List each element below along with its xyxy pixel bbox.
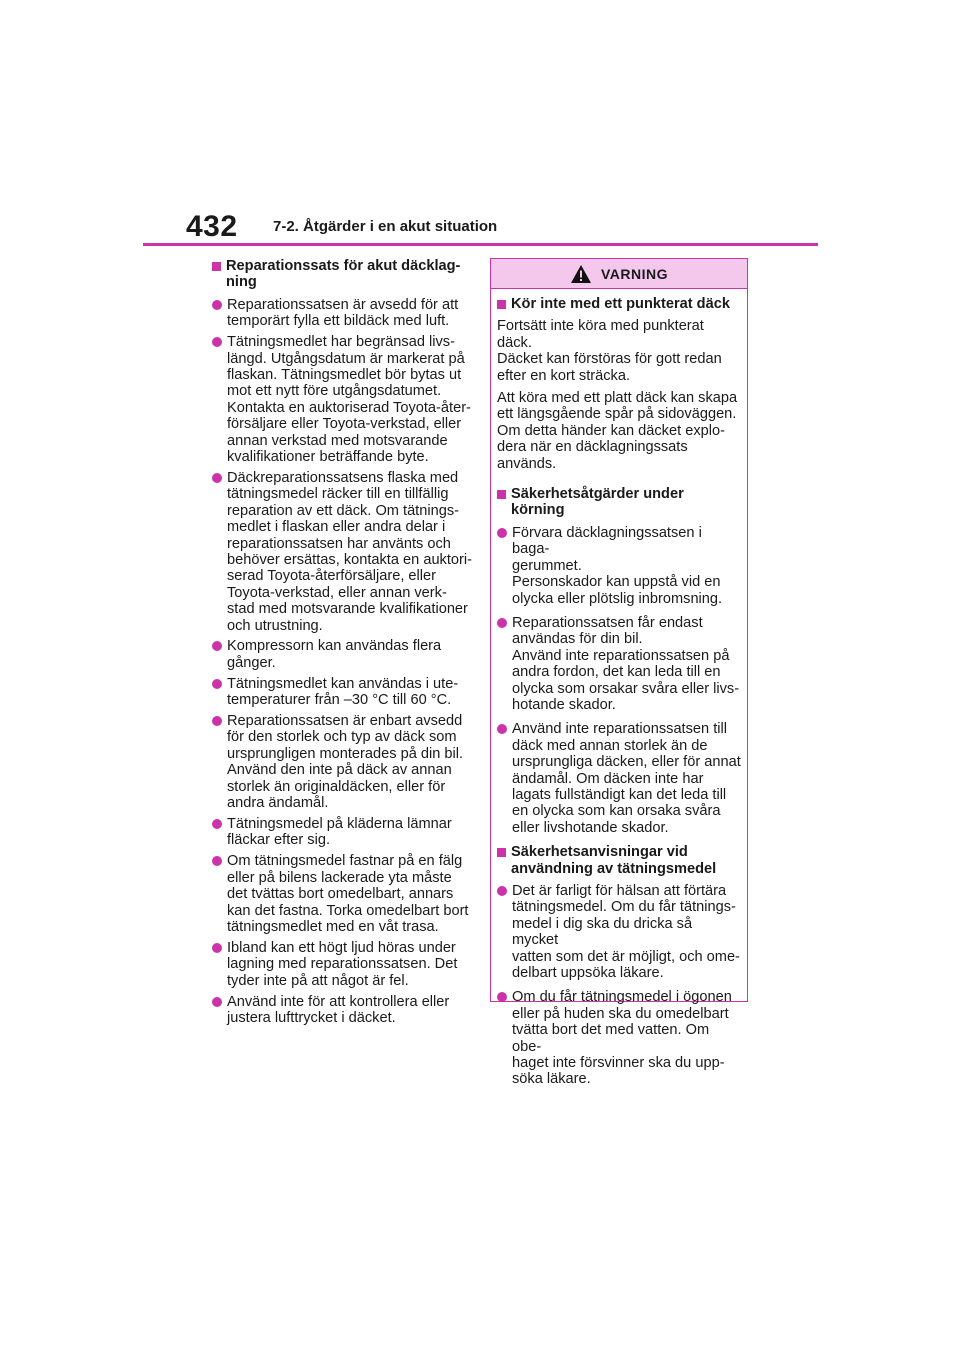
round-bullet-icon: [212, 473, 222, 483]
list-item: [497, 525, 741, 607]
bullet-text: Ibland kan ett högt ljud höras under lagning med reparationssatsen. Det tyder inte på att något är fel.: [227, 939, 458, 989]
list-item: [212, 713, 474, 811]
bullet-text: Kompressorn kan användas flera gånger.: [227, 638, 442, 671]
bullet-text: Förvara däcklagningssatsen i baga- gerummet. Personskador kan uppstå vid en olycka eller plötslig inbromsning.: [512, 524, 723, 607]
bullet-text: Om du får tätningsmedel i ögonen eller på huden ska du omedelbart tvätta bort det med vatten. Om obe- haget inte försvinner ska du upp- söka läkare.: [512, 989, 732, 1088]
bullet-text: Använd inte reparationssatsen till däck med annan storlek än de ursprungliga däcken, eller för annat ändamål. Om däcken inte har lagats fullständigt kan det leda till en olycka som kan orsaka svåra eller livshotande skador.: [512, 721, 741, 836]
bullet-text: Tätningsmedlet kan användas i ute- temperaturer från –30 °C till 60 °C.: [227, 675, 459, 709]
header-rule: [143, 243, 818, 246]
bullet-text: Tätningsmedel på kläderna lämnar fläckar efter sig.: [227, 816, 452, 849]
list-item: [497, 883, 741, 981]
round-bullet-icon: [212, 819, 222, 829]
list-item: [212, 940, 474, 989]
square-bullet-icon: [497, 490, 506, 499]
heading-text: Kör inte med ett punkterat däck: [511, 296, 730, 312]
section-heading: [497, 844, 741, 877]
square-bullet-icon: [497, 848, 506, 857]
warning-triangle-icon: [570, 264, 592, 284]
round-bullet-icon: [212, 337, 222, 347]
section-heading: [497, 296, 741, 312]
list-item: [497, 989, 741, 1087]
warning-body: [491, 289, 747, 1088]
round-bullet-icon: [497, 992, 507, 1002]
list-item: [212, 994, 474, 1027]
list-item: [212, 816, 474, 849]
square-bullet-icon: [212, 262, 221, 271]
round-bullet-icon: [212, 943, 222, 953]
heading-text: Säkerhetsanvisningar vid användning av tätningsmedel: [511, 844, 717, 877]
heading-text: Reparationssats för akut däcklag- ning: [226, 258, 461, 291]
bullet-text: Reparationssatsen är avsedd för att temporärt fylla ett bildäck med luft.: [227, 296, 459, 330]
bullet-text: Reparationssatsen är enbart avsedd för den storlek och typ av däck som ursprungligen monterades på din bil. Använd den inte på däck av annan storlek än originaldäcken, eller för andra ändamål.: [227, 713, 464, 812]
round-bullet-icon: [212, 679, 222, 689]
bullet-text: Det är farligt för hälsan att förtära tätningsmedel. Om du får tätnings- medel i dig ska du dricka så mycket vatten som det är möjligt, och ome- delbart uppsöka läkare.: [512, 883, 740, 982]
list-item: [212, 334, 474, 465]
round-bullet-icon: [212, 300, 222, 310]
bullet-text: Om tätningsmedel fastnar på en fälg eller på bilens lackerade yta måste det tvättas bort omedelbart, annars kan det fastna. Torka omedelbart bort tätningsmedlet med en våt trasa.: [227, 853, 469, 935]
list-item: [497, 721, 741, 836]
round-bullet-icon: [497, 528, 507, 538]
heading-text: Säkerhetsåtgärder under körning: [511, 486, 684, 519]
bullet-text: Använd inte för att kontrollera eller justera lufttrycket i däcket.: [227, 993, 450, 1026]
round-bullet-icon: [497, 724, 507, 734]
round-bullet-icon: [212, 716, 222, 726]
bullet-text: Tätningsmedlet har begränsad livs- längd. Utgångsdatum är markerat på flaskan. Tätningsmedlet bör bytas ut mot ett nytt före utgångsdatumet. Kontakta en auktoriserad Toyota-åter- försäljare eller Toyota-verkstad, eller annan verkstad med motsvarande kvalifikationer beträffande byte.: [227, 334, 471, 465]
section-title: 7-2. Åtgärder i en akut situation: [273, 218, 498, 235]
list-item: [212, 853, 474, 935]
round-bullet-icon: [497, 886, 507, 896]
bullet-text: Däckreparationssatsens flaska med tätningsmedel räcker till en tillfällig reparation av ett däck. Om tätnings- medlet i flaskan eller andra delar i reparationssatsen har använts och behöver ersättas, kontakta en auktori- serad Toyota-återförsäljare, eller Toyota-verkstad, eller annan verk- stad med motsvarande kvalifikationer och utrustning.: [227, 469, 472, 634]
square-bullet-icon: [497, 300, 506, 309]
bullet-text: Reparationssatsen får endast användas för din bil. Använd inte reparationssatsen på andra fordon, det kan leda till en olycka som orsakar svåra eller livs- hotande skador.: [512, 614, 740, 713]
warning-box: [490, 258, 748, 1088]
round-bullet-icon: [212, 997, 222, 1007]
paragraph: Att köra med ett platt däck kan skapa ett längsgående spår på sidoväggen. Om detta händer kan däcket explo- dera när en däcklagningssats används.: [497, 390, 738, 472]
list-item: [212, 297, 474, 330]
warning-header: [491, 259, 747, 289]
list-item: [212, 638, 474, 671]
paragraph: Fortsätt inte köra med punkterat däck. Däcket kan förstöras för gott redan efter en kort sträcka.: [497, 318, 722, 384]
round-bullet-icon: [497, 618, 507, 628]
round-bullet-icon: [212, 856, 222, 866]
list-item: [212, 676, 474, 709]
page-number: 432: [186, 210, 238, 243]
left-column: [212, 258, 474, 1031]
warning-title: VARNING: [600, 265, 669, 282]
round-bullet-icon: [212, 641, 222, 651]
section-heading: [212, 258, 474, 291]
list-item: [497, 615, 741, 713]
section-heading: [497, 486, 741, 519]
list-item: [212, 470, 474, 634]
